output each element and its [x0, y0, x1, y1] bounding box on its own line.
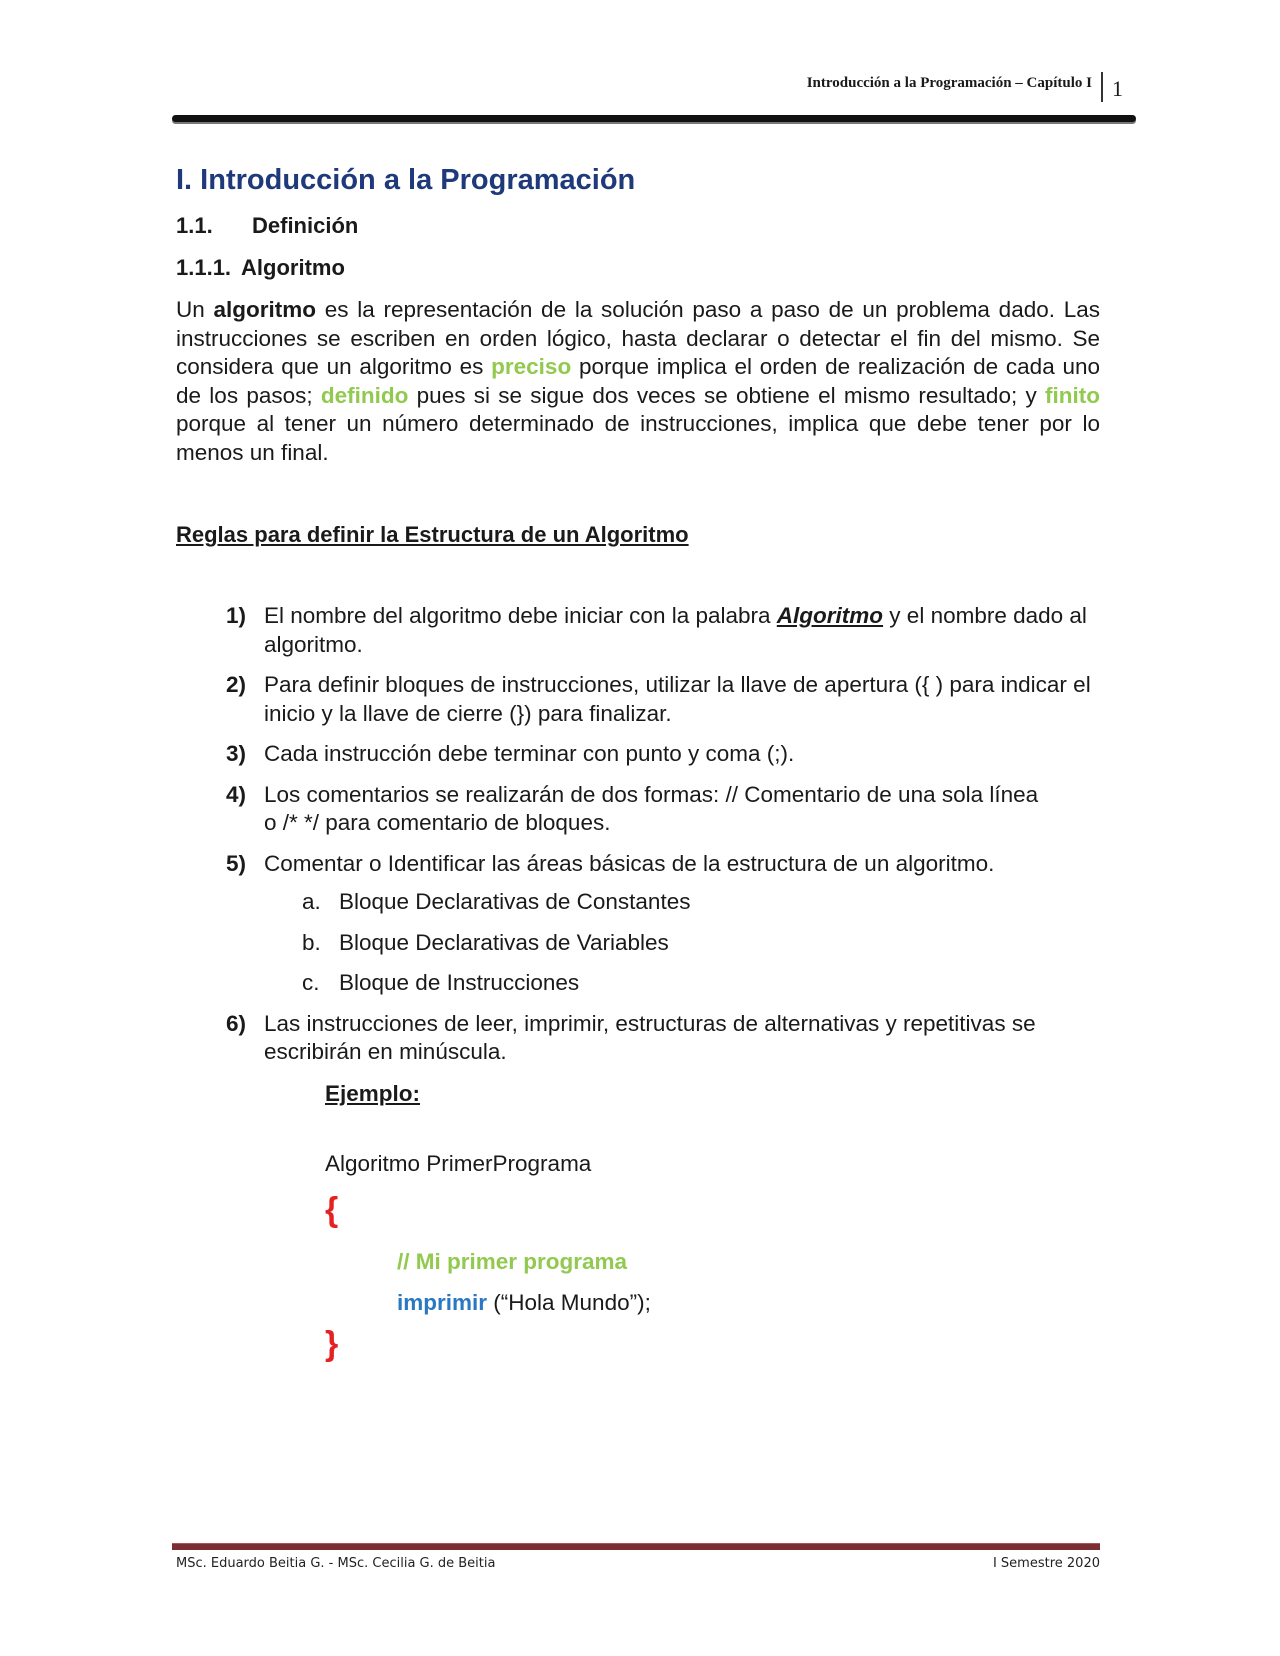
- sub-list: [264, 888, 1100, 998]
- rule-text: Para definir bloques de instrucciones, utilizar la llave de apertura ({ ) para indicar el inicio y la llave de cierre (}) para finalizar.: [264, 672, 1091, 726]
- intro-text-3: porque implica el orden de realización de cada uno de los pasos;: [176, 354, 1100, 408]
- intro-paragraph: [176, 296, 1100, 467]
- sub-item: [264, 929, 1100, 958]
- intro-text-5: porque al tener un número determinado de instrucciones, implica que debe tener por lo menos un final.: [176, 411, 1100, 465]
- rule-item: [176, 602, 1100, 659]
- intro-text-1: Un: [176, 297, 214, 322]
- sub-item: [264, 888, 1100, 917]
- example-algorithm-header: Algoritmo PrimerPrograma: [325, 1151, 592, 1176]
- sub-item-letter: c.: [302, 970, 320, 995]
- section-number: 1.1.: [176, 213, 213, 238]
- rule-text: Las instrucciones de leer, imprimir, estructuras de alternativas y repetitivas se escribirán en minúscula.: [264, 1010, 1036, 1064]
- sub-item-text: Bloque de Instrucciones: [339, 970, 580, 995]
- rule-item: [176, 781, 1100, 838]
- close-brace: }: [325, 1325, 339, 1363]
- page-number: 1: [1112, 76, 1123, 101]
- header-divider: [1101, 72, 1103, 102]
- code-comment: // Mi primer programa: [397, 1249, 628, 1274]
- subsection-title: Algoritmo: [241, 255, 345, 280]
- footer-rule: [172, 1543, 1100, 1550]
- sub-item-letter: b.: [302, 929, 321, 955]
- rule-number: 5): [226, 850, 247, 876]
- example-block: [325, 1080, 651, 1363]
- rule-text: Cada instrucción debe terminar con punto y coma (;).: [264, 741, 795, 766]
- rule-text: y el nombre dado al algoritmo.: [264, 603, 1087, 657]
- example-title: Ejemplo:: [325, 1081, 421, 1106]
- rule-number: 3): [226, 741, 247, 766]
- subsection-number: 1.1.1.: [176, 255, 232, 280]
- section-heading: [176, 213, 358, 239]
- running-header-title: Introducción a la Programación – Capítulo I: [806, 75, 1092, 91]
- rule-item: [176, 740, 1100, 769]
- chapter-title: I. Introducción a la Programación: [176, 164, 636, 196]
- term-algoritmo: algoritmo: [213, 297, 317, 322]
- intro-text-4: pues si se sigue dos veces se obtiene el mismo resultado; y: [408, 382, 1046, 408]
- rule-text: Comentar o Identificar las áreas básicas de la estructura de un algoritmo.: [264, 850, 995, 876]
- open-brace: {: [325, 1191, 339, 1229]
- rule-item: [176, 850, 1100, 998]
- rule-keyword-algoritmo: Algoritmo: [776, 603, 884, 628]
- rule-item: [176, 671, 1100, 728]
- sub-item-text: Bloque Declarativas de Constantes: [339, 889, 691, 914]
- term-definido: definido: [320, 382, 409, 408]
- code-keyword-imprimir: imprimir: [397, 1290, 488, 1315]
- rule-number: 6): [226, 1010, 247, 1036]
- sub-item-text: Bloque Declarativas de Variables: [339, 929, 669, 955]
- rule-number: 2): [226, 672, 247, 697]
- sub-item: [264, 969, 1100, 998]
- header-rule: [172, 115, 1136, 122]
- rule-number: 1): [226, 603, 247, 628]
- code-line: [397, 1289, 651, 1317]
- term-finito: finito: [1045, 382, 1100, 408]
- intro-text-2: es la representación de la solución paso a paso de un problema dado. Las instrucciones se escriben en orden lógico, hasta declarar o detectar el fin del mismo. Se considera que un algoritmo es: [176, 297, 1100, 379]
- section-title: Definición: [252, 213, 359, 238]
- footer-term: I Semestre 2020: [992, 1556, 1100, 1571]
- rules-heading: Reglas para definir la Estructura de un Algoritmo: [176, 522, 689, 547]
- rule-text: Los comentarios se realizarán de dos formas: // Comentario de una sola línea o /* */ para comentario de bloques.: [264, 781, 1039, 835]
- footer-authors: MSc. Eduardo Beitia G. - MSc. Cecilia G. de Beitia: [176, 1556, 496, 1571]
- rule-number: 4): [226, 781, 247, 807]
- rule-item: [176, 1010, 1100, 1067]
- rule-text: El nombre del algoritmo debe iniciar con la palabra: [264, 603, 777, 628]
- sub-item-letter: a.: [302, 889, 321, 914]
- rules-list: [176, 602, 1100, 1079]
- term-preciso: preciso: [491, 354, 572, 379]
- code-statement: (“Hola Mundo”);: [487, 1290, 651, 1315]
- subsection-heading: [176, 255, 345, 281]
